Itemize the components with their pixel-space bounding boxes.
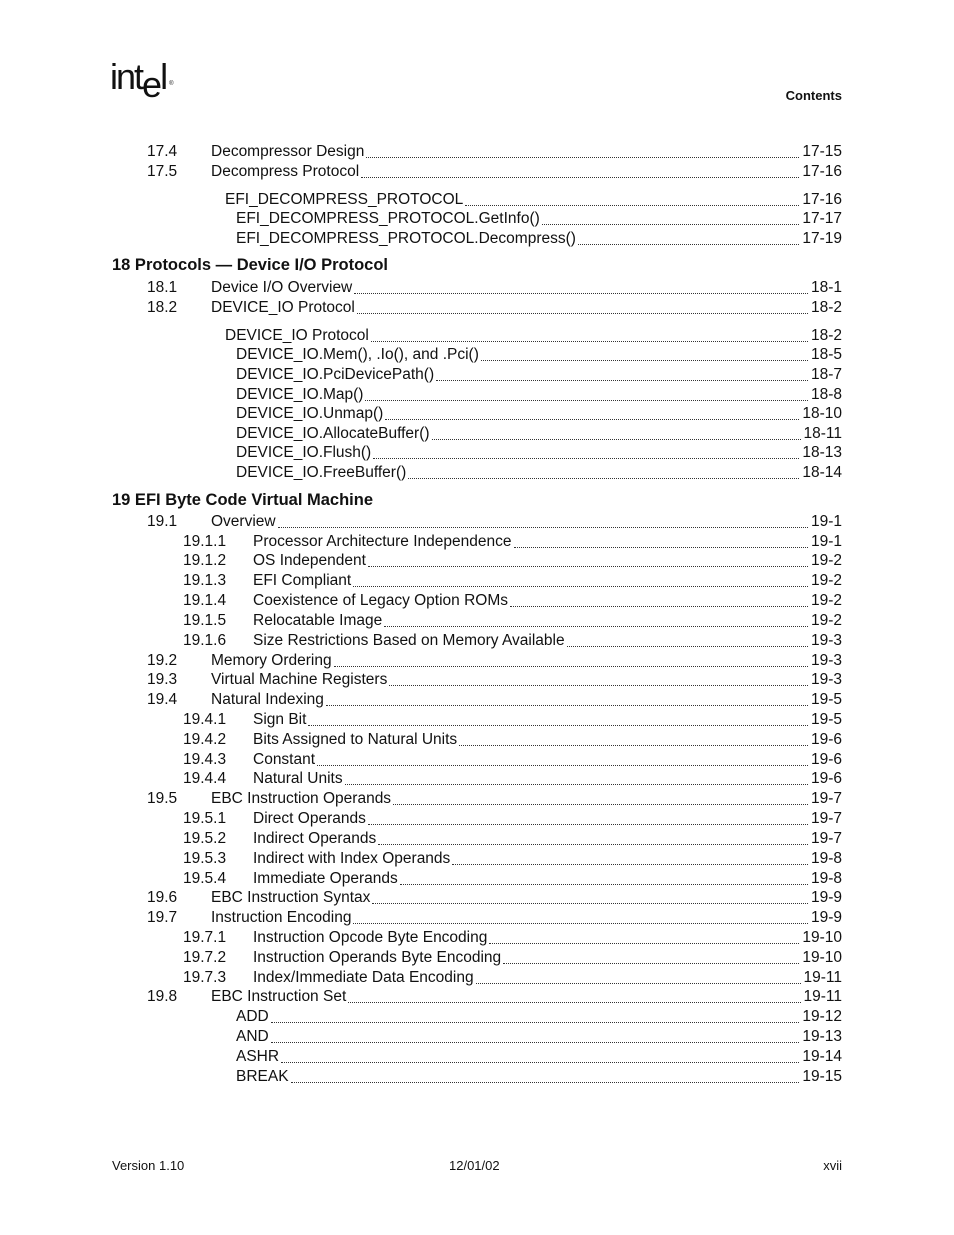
section-title: Decompressor Design: [211, 143, 365, 160]
page-reference: 18-11: [803, 425, 842, 442]
dot-leader: [366, 156, 799, 158]
page-reference: 17-16: [802, 163, 842, 180]
section-number: 19.1.3: [183, 572, 227, 589]
toc-entry[interactable]: [236, 384, 842, 404]
intel-logo: intel ®: [110, 56, 174, 105]
section-number: 19.5.1: [183, 810, 227, 827]
section-title: Instruction Opcode Byte Encoding: [253, 929, 488, 946]
section-title: EFI_DECOMPRESS_PROTOCOL: [225, 191, 464, 208]
page-reference: 19-14: [802, 1048, 842, 1065]
page-reference: 18-5: [810, 346, 842, 363]
page-reference: 17-17: [802, 210, 842, 227]
page-reference: 17-19: [802, 230, 842, 247]
toc-entry[interactable]: [183, 927, 842, 947]
dot-leader: [373, 457, 799, 459]
toc-entry[interactable]: [236, 364, 842, 384]
section-number: 19.4.1: [183, 711, 227, 728]
toc-entry[interactable]: [236, 442, 842, 462]
section-title: EFI Compliant: [253, 572, 352, 589]
dot-leader: [476, 982, 801, 984]
dot-leader: [365, 399, 807, 401]
page-reference: 19-2: [810, 592, 842, 609]
section-title: Index/Immediate Data Encoding: [253, 969, 474, 986]
toc-entry[interactable]: [236, 1046, 842, 1066]
section-number: 19.1.1: [183, 533, 227, 550]
dot-leader: [400, 883, 808, 885]
dot-leader: [326, 704, 808, 706]
toc-entry[interactable]: [183, 828, 842, 848]
page-reference: 19-3: [810, 632, 842, 649]
section-number: 18.1: [147, 279, 178, 296]
toc-entry[interactable]: [225, 325, 842, 345]
page-reference: 19-3: [810, 671, 842, 688]
section-title: Direct Operands: [253, 810, 366, 827]
section-title: Size Restrictions Based on Memory Available: [253, 632, 565, 649]
toc-entry[interactable]: [183, 768, 842, 788]
toc-entry[interactable]: [183, 630, 842, 650]
dot-leader: [514, 546, 808, 548]
toc-entry[interactable]: [236, 1006, 842, 1026]
section-number: 19.5: [147, 790, 178, 807]
page-reference: 19-6: [810, 731, 842, 748]
section-number: 17.5: [147, 163, 178, 180]
page-reference: 17-16: [802, 191, 842, 208]
page-reference: 19-8: [810, 870, 842, 887]
section-number: 19.5.4: [183, 870, 227, 887]
section-title: Immediate Operands: [253, 870, 398, 887]
section-title: Processor Architecture Independence: [253, 533, 512, 550]
dot-leader: [278, 526, 808, 528]
dot-leader: [368, 823, 808, 825]
section-title: EBC Instruction Syntax: [211, 889, 371, 906]
section-title: OS Independent: [253, 552, 366, 569]
dot-leader: [354, 292, 808, 294]
dot-leader: [542, 223, 800, 225]
toc-entry[interactable]: [236, 208, 842, 228]
toc-entry[interactable]: [147, 788, 842, 808]
dot-leader: [378, 843, 808, 845]
page-reference: 19-12: [802, 1008, 842, 1025]
toc-entry[interactable]: [147, 907, 842, 927]
page-reference: 19-1: [810, 513, 842, 530]
toc-entry[interactable]: [147, 986, 842, 1006]
dot-leader: [371, 340, 808, 342]
dot-leader: [308, 724, 808, 726]
section-title: DEVICE_IO.PciDevicePath(): [236, 366, 435, 383]
dot-leader: [271, 1041, 800, 1043]
dot-leader: [281, 1061, 799, 1063]
section-number: 19.7.3: [183, 969, 227, 986]
toc-entry[interactable]: [236, 1026, 842, 1046]
toc-entry[interactable]: [183, 610, 842, 630]
toc-entry[interactable]: [183, 590, 842, 610]
page-reference: 19-10: [802, 929, 842, 946]
section-number: 19.7.2: [183, 949, 227, 966]
section-title: Relocatable Image: [253, 612, 383, 629]
section-title: EFI_DECOMPRESS_PROTOCOL.Decompress(): [236, 230, 576, 247]
dot-leader: [481, 359, 808, 361]
toc-entry[interactable]: [147, 297, 842, 317]
section-number: 19.3: [147, 671, 178, 688]
dot-leader: [503, 962, 799, 964]
section-number: 19.7: [147, 909, 178, 926]
toc-entry[interactable]: [183, 868, 842, 888]
section-title: EBC Instruction Set: [211, 988, 347, 1005]
toc-entry[interactable]: [183, 531, 842, 551]
page-reference: 19-6: [810, 751, 842, 768]
dot-leader: [489, 942, 799, 944]
section-title: Bits Assigned to Natural Units: [253, 731, 458, 748]
toc-entry[interactable]: [225, 189, 842, 209]
toc-entry[interactable]: [183, 709, 842, 729]
section-title: Constant: [253, 751, 316, 768]
toc-entry[interactable]: [147, 650, 842, 670]
dot-leader: [291, 1081, 800, 1083]
page-reference: 19-2: [810, 552, 842, 569]
page-reference: 18-1: [810, 279, 842, 296]
section-number: 17.4: [147, 143, 178, 160]
page-reference: 19-2: [810, 612, 842, 629]
section-title: BREAK: [236, 1068, 289, 1085]
toc-entry[interactable]: [236, 344, 842, 364]
dot-leader: [452, 863, 808, 865]
toc-entry[interactable]: [236, 423, 842, 443]
dot-leader: [510, 605, 808, 607]
page-reference: 19-13: [802, 1028, 842, 1045]
page-reference: 19-8: [810, 850, 842, 867]
section-title: Indirect with Index Operands: [253, 850, 451, 867]
section-number: 18.2: [147, 299, 178, 316]
page-reference: 19-2: [810, 572, 842, 589]
toc-entry[interactable]: [183, 848, 842, 868]
section-number: 19.1.2: [183, 552, 227, 569]
page-reference: 18-2: [810, 299, 842, 316]
toc-entry[interactable]: [236, 403, 842, 423]
section-title: Decompress Protocol: [211, 163, 360, 180]
dot-leader: [578, 243, 799, 245]
page-reference: 19-6: [810, 770, 842, 787]
section-title: Natural Units: [253, 770, 343, 787]
toc-entry[interactable]: [147, 161, 842, 181]
dot-leader: [353, 922, 808, 924]
section-number: 19.5.3: [183, 850, 227, 867]
section-number: 19.1.4: [183, 592, 227, 609]
section-title: DEVICE_IO.Mem(), .Io(), and .Pci(): [236, 346, 479, 363]
footer-page-number: xvii: [823, 1158, 842, 1173]
section-title: DEVICE_IO Protocol: [225, 327, 369, 344]
toc-entry[interactable]: [147, 887, 842, 907]
dot-leader: [357, 312, 808, 314]
section-title: Instruction Operands Byte Encoding: [253, 949, 502, 966]
dot-leader: [348, 1001, 800, 1003]
chapter-heading[interactable]: 18 Protocols — Device I/O Protocol: [112, 256, 388, 274]
section-title: Overview: [211, 513, 276, 530]
toc-entry[interactable]: [147, 669, 842, 689]
section-title: Sign Bit: [253, 711, 307, 728]
section-title: DEVICE_IO.AllocateBuffer(): [236, 425, 430, 442]
section-number: 19.2: [147, 652, 178, 669]
dot-leader: [459, 744, 808, 746]
page-reference: 19-9: [810, 889, 842, 906]
footer-date: 12/01/02: [449, 1158, 500, 1173]
toc-entry[interactable]: [183, 947, 842, 967]
toc-entry[interactable]: [147, 511, 842, 531]
toc-entry[interactable]: [183, 749, 842, 769]
footer-version: Version 1.10: [112, 1158, 185, 1173]
toc-entry[interactable]: [147, 689, 842, 709]
section-number: 19.8: [147, 988, 178, 1005]
page-reference: 18-14: [802, 464, 842, 481]
dot-leader: [271, 1021, 800, 1023]
dot-leader: [408, 477, 799, 479]
page-reference: 19-7: [810, 790, 842, 807]
section-title: Indirect Operands: [253, 830, 377, 847]
page-reference: 19-5: [810, 711, 842, 728]
toc-entry[interactable]: [236, 462, 842, 482]
section-title: ASHR: [236, 1048, 280, 1065]
section-title: EBC Instruction Operands: [211, 790, 392, 807]
dot-leader: [368, 565, 808, 567]
section-number: 19.1.6: [183, 632, 227, 649]
section-number: 19.6: [147, 889, 178, 906]
dot-leader: [465, 204, 799, 206]
page-reference: 19-10: [802, 949, 842, 966]
page-reference: 18-7: [810, 366, 842, 383]
running-header: Contents: [785, 88, 842, 103]
dot-leader: [353, 585, 808, 587]
toc-entry[interactable]: [183, 729, 842, 749]
page-reference: 18-10: [802, 405, 842, 422]
page-reference: 18-8: [810, 386, 842, 403]
page-reference: 17-15: [802, 143, 842, 160]
toc-entry[interactable]: [236, 1066, 842, 1086]
section-title: EFI_DECOMPRESS_PROTOCOL.GetInfo(): [236, 210, 540, 227]
chapter-heading[interactable]: 19 EFI Byte Code Virtual Machine: [112, 491, 374, 509]
section-number: 19.4.2: [183, 731, 227, 748]
page-reference: 19-11: [803, 988, 842, 1005]
section-number: 19.4: [147, 691, 178, 708]
page-reference: 19-7: [810, 830, 842, 847]
section-title: AND: [236, 1028, 269, 1045]
section-number: 19.7.1: [183, 929, 227, 946]
toc-entry[interactable]: [147, 277, 842, 297]
page-reference: 19-11: [803, 969, 842, 986]
section-number: 19.1: [147, 513, 178, 530]
page-reference: 18-2: [810, 327, 842, 344]
toc-entry[interactable]: [147, 141, 842, 161]
toc-entry[interactable]: [183, 967, 842, 987]
dot-leader: [317, 764, 808, 766]
section-number: 19.4.4: [183, 770, 227, 787]
section-title: Memory Ordering: [211, 652, 332, 669]
section-title: DEVICE_IO.Unmap(): [236, 405, 384, 422]
toc-entry[interactable]: [236, 228, 842, 248]
page-reference: 19-5: [810, 691, 842, 708]
dot-leader: [389, 684, 808, 686]
dot-leader: [372, 902, 808, 904]
section-title: Device I/O Overview: [211, 279, 353, 296]
section-title: Instruction Encoding: [211, 909, 352, 926]
section-title: ADD: [236, 1008, 269, 1025]
page-reference: 19-15: [802, 1068, 842, 1085]
section-number: 19.1.5: [183, 612, 227, 629]
toc-entry[interactable]: [183, 550, 842, 570]
section-title: DEVICE_IO Protocol: [211, 299, 355, 316]
dot-leader: [385, 418, 799, 420]
dot-leader: [345, 783, 808, 785]
section-number: 19.4.3: [183, 751, 227, 768]
section-title: DEVICE_IO.FreeBuffer(): [236, 464, 407, 481]
dot-leader: [384, 625, 808, 627]
page-reference: 19-7: [810, 810, 842, 827]
dot-leader: [361, 176, 799, 178]
section-title: DEVICE_IO.Map(): [236, 386, 364, 403]
section-title: Natural Indexing: [211, 691, 324, 708]
section-title: DEVICE_IO.Flush(): [236, 444, 372, 461]
page-reference: 18-13: [802, 444, 842, 461]
dot-leader: [567, 645, 808, 647]
toc-entry[interactable]: [183, 570, 842, 590]
page-reference: 19-1: [810, 533, 842, 550]
toc-entry[interactable]: [183, 808, 842, 828]
section-title: Coexistence of Legacy Option ROMs: [253, 592, 509, 609]
page-reference: 19-3: [810, 652, 842, 669]
dot-leader: [436, 379, 808, 381]
section-title: Virtual Machine Registers: [211, 671, 388, 688]
section-number: 19.5.2: [183, 830, 227, 847]
dot-leader: [334, 665, 808, 667]
page-reference: 19-9: [810, 909, 842, 926]
dot-leader: [432, 438, 801, 440]
dot-leader: [393, 803, 808, 805]
